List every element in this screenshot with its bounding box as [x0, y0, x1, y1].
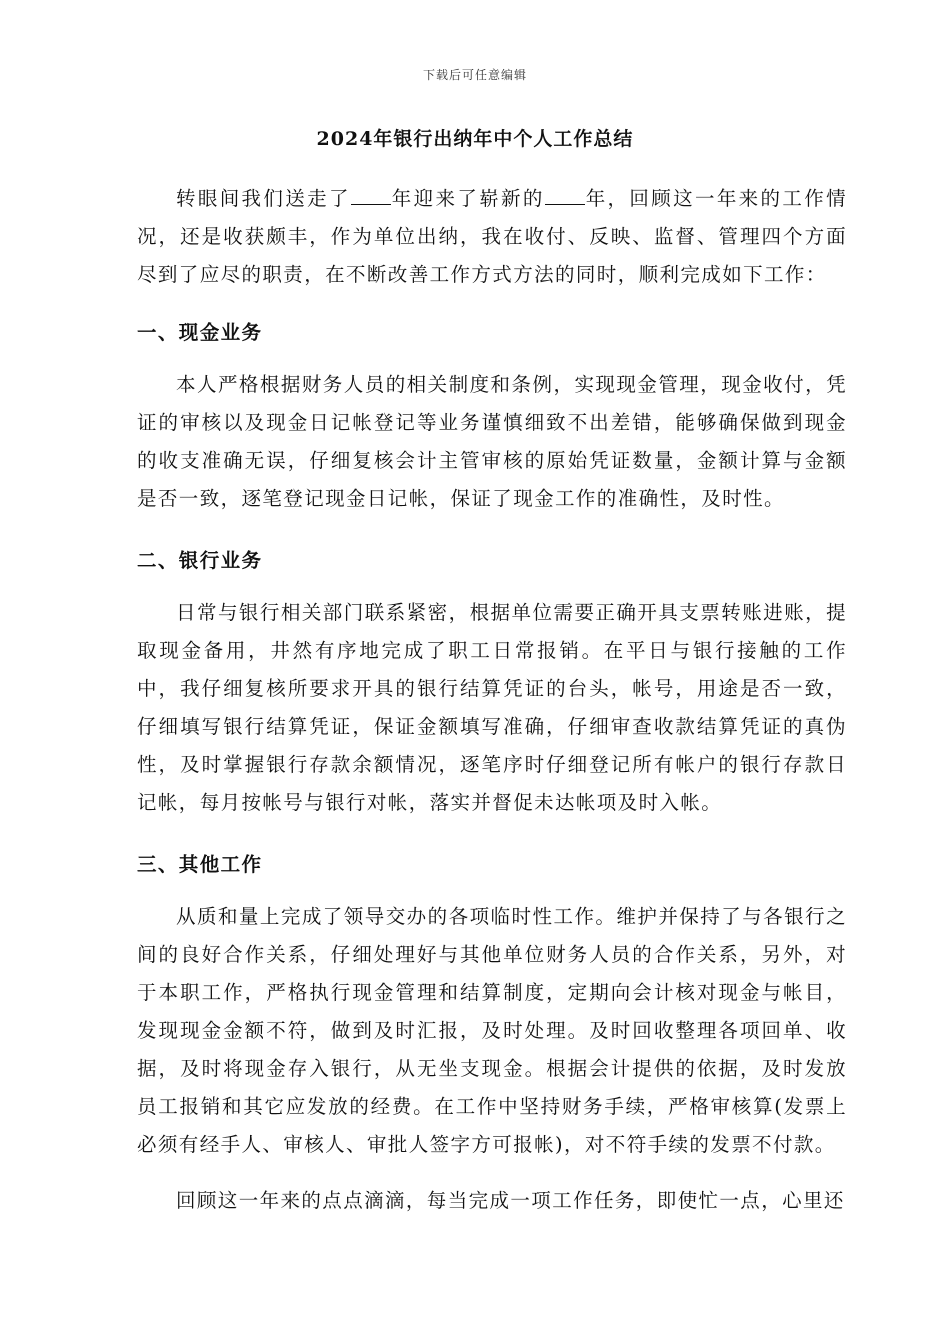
section-heading-bank: 二、银行业务 — [137, 549, 263, 572]
section-heading-cash: 一、现金业务 — [137, 321, 263, 344]
intro-text-part1: 转眼间我们送走了 — [176, 187, 351, 210]
section-heading-other: 三、其他工作 — [137, 853, 263, 876]
intro-paragraph — [137, 180, 847, 294]
document-title: 2024年银行出纳年中个人工作总结 — [316, 128, 634, 150]
closing-paragraph: 回顾这一年来的点点滴滴，每当完成一项工作任务，即使忙一点，心里还 — [176, 1189, 845, 1212]
section-text-cash: 本人严格根据财务人员的相关制度和条例，实现现金管理，现金收付，凭证的审核以及现金日记帐登记等业务谨慎细致不出差错，能够确保做到现金的收支准确无误，仔细复核会计主管审核的原始凭证数量，金额计算与金额是否一致，逐笔登记现金日记帐，保证了现金工作的准确性，及时性。 — [137, 373, 847, 510]
section-text-other: 从质和量上完成了领导交办的各项临时性工作。维护并保持了与各银行之间的良好合作关系，仔细处理好与其他单位财务人员的合作关系，另外，对于本职工作，严格执行现金管理和结算制度，定期向会计核对现金与帐目，发现现金金额不符，做到及时汇报，及时处理。及时回收整理各项回单、收据，及时将现金存入银行，从无坐支现金。根据会计提供的依据，及时发放员工报销和其它应发放的经费。在工作中坚持财务手续，严格审核算(发票上必须有经手人、审核人、审批人签字方可报帐)，对不符手续的发票不付款。 — [137, 905, 847, 1156]
header-note: 下载后可任意编辑 — [422, 68, 527, 82]
year-blank-2 — [545, 186, 585, 205]
year-blank-1 — [351, 186, 391, 205]
section-text-bank: 日常与银行相关部门联系紧密，根据单位需要正确开具支票转账进账，提取现金备用，井然有序地完成了职工日常报销。在平日与银行接触的工作中，我仔细复核所要求开具的银行结算凭证的台头，帐号，用途是否一致，仔细填写银行结算凭证，保证金额填写准确，仔细审查收款结算凭证的真伪性，及时掌握银行存款余额情况，逐笔序时仔细登记所有帐户的银行存款日记帐，每月按帐号与银行对帐，落实并督促未达帐项及时入帐。 — [137, 601, 847, 814]
intro-text-part3: 年，回顾这一年来的工作情况，还是收获颇丰，作为单位出纳，我在收付、反映、监督、管理四个方面尽到了应尽的职责，在不断改善工作方式方法的同时，顺利完成如下工作： — [137, 187, 847, 286]
intro-text-part2: 年迎来了崭新的 — [390, 187, 545, 210]
